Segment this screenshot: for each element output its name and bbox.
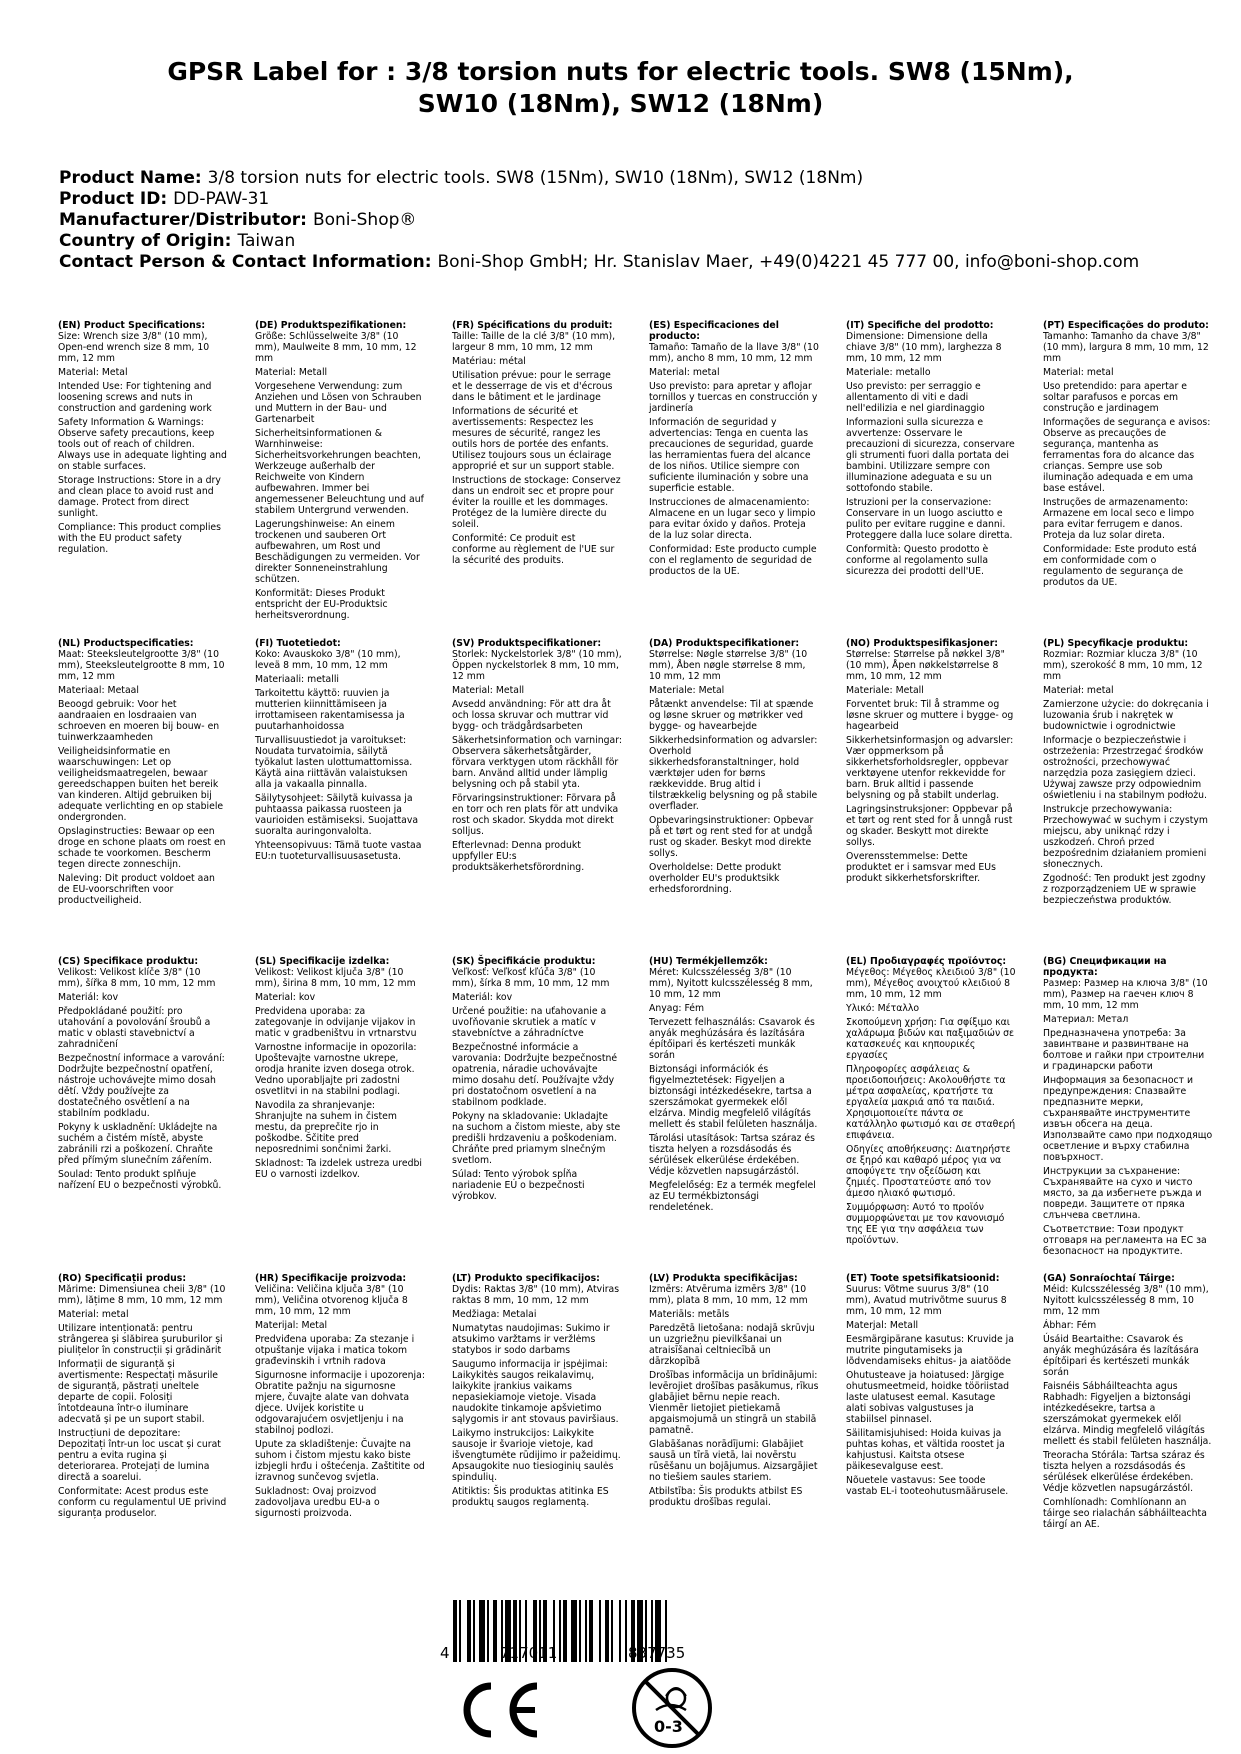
product-id-row	[59, 189, 1199, 210]
lang-paragraph: Safety Information & Warnings: Observe safety precautions, keep tools out of reach of children. Always use in adequate lighting and on stable surfaces.	[58, 417, 227, 472]
lang-paragraph: Koko: Avauskoko 3/8" (10 mm), leveä 8 mm, 10 mm, 12 mm	[255, 649, 401, 671]
lang-paragraph: Navodila za shranjevanje: Shranjujte na suhem in čistem mestu, da preprečite rjo in poškodbe. Ščitite pred neposrednimi sončnimi žarki.	[255, 1100, 397, 1155]
lang-header: (LT) Produkto specifikacijos:	[452, 1273, 600, 1284]
lang-paragraph: Opslaginstructies: Bewaar op een droge en schone plaats om roest en schade te voorkomen. Bescherm tegen directe zonneschijn.	[58, 826, 226, 870]
lang-paragraph: Påtænkt anvendelse: Til at spænde og løsne skruer og møtrikker ved bygge- og havearbejde	[649, 699, 814, 732]
lang-paragraph: Μέγεθος: Μέγεθος κλειδιού 3/8" (10 mm), Μέγεθος ανοιχτού κλειδιού 8 mm, 10 mm, 12 mm	[846, 967, 1016, 1000]
lang-header: (DA) Produktspecifikationer:	[649, 638, 800, 649]
lang-paragraph: Uso previsto: per serraggio e allentamento di viti e dadi nell'edilizia e nel giardinaggio	[846, 381, 985, 414]
lang-paragraph: Úsáid Beartaithe: Csavarok és anyák meghúzására és lazítására építőipari és kertészeti munkák során	[1043, 1334, 1199, 1378]
age-label: 0-3	[654, 1717, 683, 1736]
lang-paragraph: Säkerhetsinformation och varningar: Observera säkerhetsåtgärder, förvara verktygen utom räckhåll för barn. Använd alltid under lämplig belysning och på stabil yta.	[452, 735, 623, 790]
contact-value: Boni-Shop GmbH; Hr. Stanislav Maer, +49(0)4221 45 777 00, info@boni-shop.com	[437, 252, 1140, 272]
lang-header: (FR) Spécifications du produit:	[452, 320, 613, 331]
lang-header: (CS) Specifikace produktu:	[58, 956, 199, 967]
lang-block-pt	[1043, 320, 1213, 591]
lang-block-sk	[452, 956, 622, 1205]
lang-paragraph: Atitiktis: Šis produktas atitinka ES produktų saugos reglamentą.	[452, 1486, 609, 1508]
barcode-left-group: 717011	[500, 1644, 558, 1662]
contact-row	[59, 252, 1199, 273]
lang-paragraph: Materiale: metallo	[846, 367, 931, 378]
lang-header: (SL) Specifikacije izdelka:	[255, 956, 390, 967]
lang-block-ro	[58, 1273, 228, 1522]
lang-paragraph: Informazioni sulla sicurezza e avvertenze: Osservare le precauzioni di sicurezza, conservare gli strumenti fuori dalla portata dei bambini. Utilizzare sempre con illuminazione adeguata e su un sottofondo stabile.	[846, 417, 1015, 494]
lang-paragraph: Pokyny na skladovanie: Ukladajte na suchom a čistom mieste, aby ste predišli hrdzaveniu a poškodeniam. Chráňte pred priamym slnečným svetlom.	[452, 1111, 621, 1166]
lang-paragraph: Atbilstība: Šis produkts atbilst ES produktu drošības regulai.	[649, 1486, 803, 1508]
lang-paragraph: Megfelelőség: Ez a termék megfelel az EU termékbiztonsági rendeletének.	[649, 1180, 816, 1213]
lang-paragraph: Lagringsinstruksjoner: Oppbevar på et tørt og rent sted for å unngå rust og skader. Beskytt mot direkte sollys.	[846, 804, 1013, 848]
barcode-bar	[563, 1600, 567, 1662]
barcode-bar	[493, 1600, 497, 1662]
ce-mark-icon	[455, 1680, 545, 1740]
lang-block-lt	[452, 1273, 622, 1511]
lang-paragraph: Overholdelse: Dette produkt overholder EU's produktsikk erhedsforordning.	[649, 862, 782, 895]
lang-paragraph: Dydis: Raktas 3/8" (10 mm), Atviras raktas 8 mm, 10 mm, 12 mm	[452, 1284, 620, 1306]
lang-header: (DE) Produktspezifikationen:	[255, 320, 407, 331]
lang-paragraph: Utilisation prévue: pour le serrage et le desserrage de vis et d'écrous dans le bâtiment et le jardinage	[452, 370, 613, 403]
lang-paragraph: Predvidena uporaba: za zategovanje in odvijanje vijakov in matic v gradbeništvu in vrtnarstvu	[255, 1006, 417, 1039]
lang-paragraph: Πληροφορίες ασφάλειας & προειδοποιήσεις: Ακολουθήστε τα μέτρα ασφαλείας, κρατήστε τα εργαλεία μακριά από τα παιδιά. Χρησιμοποιείτε πάντα σε κατάλληλο φωτισμό και σε σταθερή επιφάνεια.	[846, 1064, 1016, 1141]
lang-paragraph: Informacje o bezpieczeństwie i ostrzeżenia: Przestrzegać środków ostrożności, przechowywać narzędzia poza zasięgiem dzieci. Używaj zawsze przy odpowiednim oświetleniu i na stabilnym podłożu.	[1043, 735, 1207, 801]
lang-block-bg	[1043, 956, 1213, 1260]
lang-paragraph: Medžiaga: Metalai	[452, 1309, 537, 1320]
lang-paragraph: Eesmärgipärane kasutus: Kruvide ja mutrite pingutamiseks ja lõdvendamiseks ehitus- ja aiatööde	[846, 1334, 1014, 1367]
lang-paragraph: Mărime: Dimensiunea cheii 3/8" (10 mm), lățime 8 mm, 10 mm, 12 mm	[58, 1284, 226, 1306]
lang-paragraph: Conformidade: Este produto está em conformidade com o regulamento de segurança de produtos da UE.	[1043, 544, 1197, 588]
lang-header: (LV) Produkta specifikācijas:	[649, 1273, 798, 1284]
lang-paragraph: Material: metal	[1043, 367, 1114, 378]
lang-paragraph: Tamanho: Tamanho da chave 3/8" (10 mm), largura 8 mm, 10 mm, 12 mm	[1043, 331, 1209, 364]
lang-paragraph: Glabāšanas norādījumi: Glabājiet sausā un tīrā vietā, lai novērstu rūsēšanu un bojājumus. Aizsargājiet no tiešiem saules stariem.	[649, 1439, 818, 1483]
lang-paragraph: Maat: Steeksleutelgrootte 3/8" (10 mm), Steeksleutelgrootte 8 mm, 10 mm, 12 mm	[58, 649, 225, 682]
lang-paragraph: Taille: Taille de la clé 3/8" (10 mm), largeur 8 mm, 10 mm, 12 mm	[452, 331, 616, 353]
lang-paragraph: Anyag: Fém	[649, 1003, 705, 1014]
barcode-bar	[605, 1600, 609, 1662]
lang-paragraph: Soulad: Tento produkt splňuje nařízení EU o bezpečnosti výrobků.	[58, 1169, 222, 1191]
lang-paragraph: Instrukcje przechowywania: Przechowywać w suchym i czystym miejscu, aby uniknąć rdzy i uszkodzeń. Chroń przed bezpośrednim działaniem promieni słonecznych.	[1043, 804, 1208, 870]
lang-paragraph: Σκοπούμενη χρήση: Για σφίξιμο και χαλάρωμα βιδών και παξιμαδιών σε κατασκευές και κηπουρικές εργασίες	[846, 1017, 1015, 1061]
lang-block-sl	[255, 956, 425, 1183]
lang-paragraph: Comhlíonadh: Comhlíonann an táirge seo rialachán sábháilteachta táirgí an AE.	[1043, 1497, 1207, 1530]
lang-paragraph: Biztonsági információk és figyelmeztetések: Figyeljen a biztonsági intézkedésekre, tartsa a szerszámokat gyermekek elől elzárva. Mindig megfelelő világítás mellett és stabil felületen használja.	[649, 1064, 818, 1130]
lang-paragraph: Předpokládané použití: pro utahování a povolování šroubů a matic v oblasti stavebnictví a zahradničení	[58, 1006, 211, 1050]
barcode-bar	[473, 1600, 475, 1662]
barcode-bar	[625, 1600, 627, 1662]
lang-paragraph: Materjal: Metall	[846, 1320, 919, 1331]
lang-paragraph: Υλικό: Μέταλλο	[846, 1003, 920, 1014]
lang-paragraph: Storage Instructions: Store in a dry and clean place to avoid rust and damage. Protect from direct sunlight.	[58, 475, 221, 519]
lang-header: (EN) Product Specifications:	[58, 320, 206, 331]
lang-paragraph: Tárolási utasítások: Tartsa száraz és tiszta helyen a rozsdásodás és sérülések elkerülése érdekében. Védje közvetlen napsugárzástól.	[649, 1133, 815, 1177]
lang-paragraph: Faisnéis Sábháilteachta agus Rabhadh: Figyeljen a biztonsági intézkedésekre, tartsa a szerszámokat gyermekek elől elzárva. Mindig megfelelő világítás mellett és stabil felületen használja.	[1043, 1381, 1212, 1447]
lang-paragraph: Konformität: Dieses Produkt entspricht der EU-Produktsic herheitsverordnung.	[255, 588, 388, 621]
lang-paragraph: Material: Metall	[255, 367, 328, 378]
lang-paragraph: Drošības informācija un brīdinājumi: levērojiet drošības pasākumus, rīkus glabājiet bērnu nepie reach. Vienmēr lietojiet pietiekamā apgaismojumā un stingrā un stabilā pamatnē.	[649, 1370, 819, 1436]
lang-paragraph: Conformitate: Acest produs este conform cu regulamentul UE privind siguranța produselor.	[58, 1486, 227, 1519]
barcode-first-digit: 4	[440, 1644, 450, 1662]
barcode-bar	[559, 1600, 561, 1662]
lang-paragraph: Съответствие: Този продукт отговаря на регламента на ЕС за безопасност на продуктите.	[1043, 1224, 1207, 1257]
barcode	[445, 1600, 745, 1674]
lang-paragraph: Tervezett felhasználás: Csavarok és anyák meghúzására és lazítására építőipari és kertészeti munkák során	[649, 1017, 815, 1061]
product-name-label: Product Name:	[59, 168, 202, 188]
barcode-bar	[467, 1600, 471, 1662]
lang-paragraph: Instrucțiuni de depozitare: Depozitați într-un loc uscat și curat pentru a evita rugina și deteriorarea. Protejați de lumina directă a soarelui.	[58, 1428, 221, 1483]
lang-header: (GA) Sonraíochtaí Táirge:	[1043, 1273, 1175, 1284]
lang-block-hu	[649, 956, 819, 1216]
lang-paragraph: Lagerungshinweise: An einem trockenen und sauberen Ort aufbewahren, um Rost und Beschädigungen zu vermeiden. Vor direkter Sonneneinstrahlung schützen.	[255, 519, 420, 585]
lang-header: (HR) Specifikacije proizvoda:	[255, 1273, 407, 1284]
lang-paragraph: Pokyny k uskladnění: Ukládejte na suchém a čistém místě, abyste zabránili rzi a poškození. Chraňte před přímým slunečním zářením.	[58, 1122, 218, 1166]
lang-paragraph: Uso pretendido: para apertar e soltar parafusos e porcas em construção e jardinagem	[1043, 381, 1188, 414]
lang-paragraph: Zamierzone użycie: do dokręcania i luzowania śrub i nakrętek w budownictwie i ogrodnictwie	[1043, 699, 1209, 732]
age-warning-icon	[630, 1666, 714, 1750]
lang-paragraph: Numatytas naudojimas: Sukimo ir atsukimo varžtams ir veržlėms statybos ir sodo darbams	[452, 1323, 610, 1356]
lang-paragraph: Saugumo informacija ir įspėjimai: Laikykitės saugos reikalavimų, laikykite įrankius vaikams nepasiekiamoje vietoje. Visada naudokite tinkamoje apšvietimo sąlygomis ir ant stovaus paviršiaus.	[452, 1359, 619, 1425]
lang-paragraph: Rozmiar: Rozmiar klucza 3/8" (10 mm), szerokość 8 mm, 10 mm, 12 mm	[1043, 649, 1203, 682]
lang-paragraph: Ábhar: Fém	[1043, 1320, 1097, 1331]
lang-block-hr	[255, 1273, 425, 1522]
lang-paragraph: Naleving: Dit product voldoet aan de EU-voorschriften voor productveiligheid.	[58, 873, 215, 906]
manufacturer-value: Boni-Shop®	[312, 210, 417, 230]
lang-paragraph: Größe: Schlüsselweite 3/8" (10 mm), Maulweite 8 mm, 10 mm, 12 mm	[255, 331, 417, 364]
lang-header: (EL) Προδιαγραφές προϊόντος:	[846, 956, 1007, 967]
barcode-bar	[619, 1600, 621, 1662]
lang-paragraph: Συμμόρφωση: Αυτό το προϊόν συμμορφώνεται με τον κανονισμό της ΕΕ για την ασφάλεια των προϊόντων.	[846, 1202, 1005, 1246]
barcode-bar	[585, 1600, 587, 1662]
barcode-bar	[579, 1600, 581, 1662]
lang-paragraph: Material: metal	[58, 1309, 129, 1320]
lang-paragraph: Forventet bruk: Til å stramme og løsne skruer og muttere i bygge- og hagearbeid	[846, 699, 1014, 732]
lang-paragraph: Conformidad: Este producto cumple con el reglamento de seguridad de productos de la UE.	[649, 544, 817, 577]
lang-paragraph: Veľkosť: Veľkosť kľúča 3/8" (10 mm), šírka 8 mm, 10 mm, 12 mm	[452, 967, 610, 989]
lang-paragraph: Material: Metall	[452, 685, 525, 696]
lang-block-el	[846, 956, 1016, 1249]
lang-paragraph: Méret: Kulcsszélesség 3/8" (10 mm), Nyitott kulcsszélesség 8 mm, 10 mm, 12 mm	[649, 967, 813, 1000]
lang-block-ga	[1043, 1273, 1213, 1533]
lang-paragraph: Materiale: Metall	[846, 685, 924, 696]
lang-block-sv	[452, 638, 622, 876]
lang-paragraph: Yhteensopivuus: Tämä tuote vastaa EU:n tuoteturvallisuusasetusta.	[255, 840, 422, 862]
barcode-right-group: 837735	[628, 1644, 686, 1662]
lang-paragraph: Información de seguridad y advertencias: Tenga en cuenta las precauciones de seguridad, guarde las herramientas fuera del alcance de los niños. Utilice siempre con suficiente iluminación y sobre una superficie estable.	[649, 417, 814, 494]
lang-paragraph: Treoracha Stórála: Tartsa száraz és tiszta helyen a rozsdásodás és sérülések elkerülése érdekében. Védje közvetlen napsugárzástól.	[1043, 1450, 1205, 1494]
lang-paragraph: Matériau: métal	[452, 356, 526, 367]
lang-paragraph: Súlad: Tento výrobok spĺňa nariadenie EÚ o bezpečnosti výrobkov.	[452, 1169, 585, 1202]
lang-paragraph: Instructions de stockage: Conservez dans un endroit sec et propre pour éviter la rouille et les dommages. Protégez de la lumière directe du soleil.	[452, 475, 621, 530]
lang-block-it	[846, 320, 1016, 580]
lang-paragraph: Compliance: This product complies with the EU product safety regulation.	[58, 522, 221, 555]
lang-paragraph: Tamaño: Tamaño de la llave 3/8" (10 mm), ancho 8 mm, 10 mm, 12 mm	[649, 342, 819, 364]
lang-paragraph: Materiaali: metalli	[255, 674, 340, 685]
lang-block-fi	[255, 638, 425, 865]
lang-paragraph: Informações de segurança e avisos: Observe as precauções de segurança, mantenha as ferramentas fora do alcance das crianças. Sempre use sob iluminação adequada e em uma base estável.	[1043, 417, 1211, 494]
country-label: Country of Origin:	[59, 231, 232, 251]
lang-block-lv	[649, 1273, 819, 1511]
lang-paragraph: Beoogd gebruik: Voor het aandraaien en losdraaien van schroeven en moeren bij bouw- en tuinwerkzaamheden	[58, 699, 220, 743]
lang-paragraph: Размер: Размер на ключа 3/8" (10 mm), Размер на гаечен ключ 8 mm, 10 mm, 12 mm	[1043, 978, 1208, 1011]
lang-paragraph: Förvaringsinstruktioner: Förvara på en torr och ren plats för att undvika rost och skador. Skydda mot direkt solljus.	[452, 793, 619, 837]
lang-block-es	[649, 320, 819, 580]
lang-header: (ES) Especificaciones del producto:	[649, 320, 779, 342]
lang-header: (SV) Produktspecifikationer:	[452, 638, 602, 649]
lang-paragraph: Utilizare intenționată: pentru strângerea și slăbirea șuruburilor și piulițelor în construcții și grădinărit	[58, 1323, 223, 1356]
lang-paragraph: Materiaal: Metaal	[58, 685, 139, 696]
contact-label: Contact Person & Contact Information:	[59, 252, 432, 272]
lang-paragraph: Säilytysohjeet: Säilytä kuivassa ja puhtaassa paikassa ruosteen ja vaurioiden estämiseksi. Suojattava suoralta auringonvalolta.	[255, 793, 419, 837]
lang-block-fr	[452, 320, 622, 569]
lang-paragraph: Οδηγίες αποθήκευσης: Διατηρήστε σε ξηρό και καθαρό μέρος για να αποφύγετε την οξείδωση και ζημιές. Προστατεύστε από τον άμεσο ηλιακό φωτισμό.	[846, 1144, 1011, 1199]
lang-header: (HU) Termékjellemzők:	[649, 956, 768, 967]
lang-header: (NL) Productspecificaties:	[58, 638, 194, 649]
lang-paragraph: Nõuetele vastavus: See toode vastab EL-i tooteohutusmäärusele.	[846, 1475, 1009, 1497]
lang-paragraph: Opbevaringsinstruktioner: Opbevar på et tørt og rent sted for at undgå rust og skader. Beskyt mod direkte sollys.	[649, 815, 814, 859]
lang-paragraph: Material: kov	[255, 992, 316, 1003]
lang-header: (IT) Specifiche del prodotto:	[846, 320, 994, 331]
lang-paragraph: Størrelse: Nøgle størrelse 3/8" (10 mm), Åben nøgle størrelse 8 mm, 10 mm, 12 mm	[649, 649, 808, 682]
lang-paragraph: Méid: Kulcsszélesség 3/8" (10 mm), Nyitott kulcsszélesség 8 mm, 10 mm, 12 mm	[1043, 1284, 1209, 1317]
lang-paragraph: Предназначена употреба: За завинтване и развинтване на болтове и гайки при строителни и градинарски работи	[1043, 1028, 1205, 1072]
barcode-bar	[599, 1600, 601, 1662]
lang-paragraph: Varnostne informacije in opozorila: Upoštevajte varnostne ukrepe, orodja hranite izven dosega otrok. Vedno uporabljajte pri zadostni osvetlitvi in na stabilni podlagi.	[255, 1042, 417, 1097]
lang-paragraph: Størrelse: Størrelse på nøkkel 3/8" (10 mm), Åpen nøkkelstørrelse 8 mm, 10 mm, 12 mm	[846, 649, 1005, 682]
manufacturer-row	[59, 210, 1199, 231]
lang-paragraph: Zgodność: Ten produkt jest zgodny z rozporządzeniem UE w sprawie bezpieczeństwa produktów.	[1043, 873, 1206, 906]
lang-paragraph: Laikymo instrukcijos: Laikykite sausoje ir švarioje vietoje, kad išvengtumėte rūdijimo ir pažeidimų. Apsaugokite nuo tiesioginių saulės spindulių.	[452, 1428, 621, 1483]
lang-header: (SK) Špecifikácie produktu:	[452, 956, 596, 967]
lang-paragraph: Instrucciones de almacenamiento: Almacene en un lugar seco y limpio para evitar óxido y daños. Proteja de la luz solar directa.	[649, 497, 816, 541]
lang-paragraph: Uso previsto: para apretar y aflojar tornillos y tuercas en construcción y jardinería	[649, 381, 818, 414]
barcode-bar	[459, 1600, 461, 1662]
lang-block-de	[255, 320, 425, 624]
lang-paragraph: Bezpečnostné informácie a varovania: Dodržujte bezpečnostné opatrenia, náradie uchovávajte mimo dosahu detí. Používajte vždy pri dostatočnom osvetlení a na stabilnom podklade.	[452, 1042, 618, 1108]
lang-paragraph: Säilitamisjuhised: Hoida kuivas ja puhtas kohas, et vältida roostet ja kahjustusi. Kaitsta otsese päikesevalguse eest.	[846, 1428, 1005, 1472]
barcode-bars	[445, 1600, 745, 1674]
barcode-bar	[479, 1600, 485, 1662]
lang-paragraph: Velikost: Velikost klíče 3/8" (10 mm), šířka 8 mm, 10 mm, 12 mm	[58, 967, 216, 989]
lang-block-et	[846, 1273, 1016, 1500]
lang-paragraph: Paredzētā lietošana: nodajā skrūvju un uzgriežņu pievilkšanai un atraisīšanai celtniecībā un dārzkopībā	[649, 1323, 815, 1367]
lang-paragraph: Izmērs: Atvēruma izmērs 3/8" (10 mm), plata 8 mm, 10 mm, 12 mm	[649, 1284, 808, 1306]
lang-paragraph: Sikkerhetsinformasjon og advarsler: Vær oppmerksom på sikkerhetsforholdsregler, oppbevar verktøyene utenfor rekkevidde for barn. Bruk alltid i passende belysning og på stabilt underlag.	[846, 735, 1014, 801]
lang-block-da	[649, 638, 819, 898]
lang-paragraph: Avsedd användning: För att dra åt och lossa skruvar och muttrar vid bygg- och trädgårdsarbeten	[452, 699, 611, 732]
lang-paragraph: Informations de sécurité et avertissements: Respectez les mesures de sécurité, rangez les outils hors de portée des enfants. Utilisez toujours sous un éclairage approprié et sur un support stable.	[452, 406, 615, 472]
product-name-row	[59, 168, 1199, 189]
lang-block-no	[846, 638, 1016, 887]
lang-paragraph: Materiale: Metal	[649, 685, 725, 696]
lang-paragraph: Velikost: Velikost ključa 3/8" (10 mm), širina 8 mm, 10 mm, 12 mm	[255, 967, 416, 989]
lang-paragraph: Upute za skladištenje: Čuvajte na suhom i čistom mjestu kako biste izbjegli hrđu i oštećenja. Zaštitite od izravnog sunčevog svjetla.	[255, 1439, 425, 1483]
lang-paragraph: Veličina: Veličina ključa 3/8" (10 mm), Veličina otvorenog ključa 8 mm, 10 mm, 12 mm	[255, 1284, 408, 1317]
barcode-bar	[589, 1600, 593, 1662]
title-line-2: SW10 (18Nm), SW12 (18Nm)	[417, 89, 824, 118]
product-name-value: 3/8 torsion nuts for electric tools. SW8 (15Nm), SW10 (18Nm), SW12 (18Nm)	[207, 168, 864, 188]
page-title	[0, 56, 1241, 120]
lang-paragraph: Dimensione: Dimensione della chiave 3/8" (10 mm), larghezza 8 mm, 10 mm, 12 mm	[846, 331, 1002, 364]
lang-paragraph: Инструкции за съхранение: Съхранявайте на сухо и чисто място, за да избегнете ръжда и повреди. Защитете от пряка слънчева светлина.	[1043, 1166, 1202, 1221]
lang-paragraph: Ohutusteave ja hoiatused: Järgige ohutusmeetmeid, hoidke tööriistad laste ulatusest eemal. Kasutage alati sobivas valgustuses ja stabiilsel pinnasel.	[846, 1370, 1010, 1425]
lang-header: (PT) Especificações do produto:	[1043, 320, 1209, 331]
manufacturer-label: Manufacturer/Distributor:	[59, 210, 307, 230]
lang-paragraph: Skladnost: Ta izdelek ustreza uredbi EU o varnosti izdelkov.	[255, 1158, 423, 1180]
lang-paragraph: Istruzioni per la conservazione: Conservare in un luogo asciutto e pulito per evitare ruggine e danni. Proteggere dalla luce solare diretta.	[846, 497, 1013, 541]
lang-paragraph: Určené použitie: na uťahovanie a uvoľňovanie skrutiek a matíc v stavebníctve a záhradníctve	[452, 1006, 607, 1039]
lang-paragraph: Material: Metal	[58, 367, 128, 378]
barcode-bar	[571, 1600, 577, 1662]
lang-paragraph: Sikkerhedsinformation og advarsler: Overhold sikkerhedsforanstaltninger, hold værktøjer uden for børns rækkevidde. Brug altid i tilstrækkelig belysning og på stabile overflader.	[649, 735, 818, 812]
title-line-1: GPSR Label for : 3/8 torsion nuts for electric tools. SW8 (15Nm),	[167, 57, 1074, 86]
lang-paragraph: Storlek: Nyckelstorlek 3/8" (10 mm), Öppen nyckelstorlek 8 mm, 10 mm, 12 mm	[452, 649, 622, 682]
lang-paragraph: Материал: Метал	[1043, 1014, 1129, 1025]
lang-block-en	[58, 320, 228, 558]
product-id-label: Product ID:	[59, 189, 168, 209]
lang-header: (RO) Specificații produs:	[58, 1273, 187, 1284]
barcode-bar	[453, 1600, 457, 1662]
lang-paragraph: Materijal: Metal	[255, 1320, 328, 1331]
lang-block-cs	[58, 956, 228, 1194]
country-row	[59, 231, 1199, 252]
lang-paragraph: Veiligheidsinformatie en waarschuwingen: Let op veiligheidsmaatregelen, bewaar gereedschappen buiten het bereik van kinderen. Altijd gebruiken bij adequate verlichting en op stabiele ondergronden.	[58, 746, 224, 823]
lang-paragraph: Bezpečnostní informace a varování: Dodržujte bezpečnostní opatření, nástroje uchovávejte mimo dosah dětí. Vždy používejte za dostatečného osvětlení a na stabilním podkladu.	[58, 1053, 225, 1119]
lang-paragraph: Materiál: kov	[452, 992, 513, 1003]
lang-header: (NO) Produktspesifikasjoner:	[846, 638, 999, 649]
lang-header: (BG) Спецификации на продукта:	[1043, 956, 1167, 978]
lang-paragraph: Conformità: Questo prodotto è conforme al regolamento sulla sicurezza dei prodotti dell'UE.	[846, 544, 989, 577]
lang-paragraph: Efterlevnad: Denna produkt uppfyller EU:s produktsäkerhetsförordning.	[452, 840, 585, 873]
lang-block-pl	[1043, 638, 1213, 909]
lang-paragraph: Materiāls: metāls	[649, 1309, 730, 1320]
lang-paragraph: Predviđena uporaba: Za stezanje i otpuštanje vijaka i matica tokom građevinskih i vrtnih radova	[255, 1334, 415, 1367]
lang-paragraph: Информация за безопасност и предупреждения: Спазвайте предпазните мерки, съхранявайте инструментите извън обсега на деца. Използвайте само при подходящо осветление и върху стабилна повърхност.	[1043, 1075, 1213, 1163]
lang-block-nl	[58, 638, 228, 909]
lang-paragraph: Overensstemmelse: Dette produktet er i samsvar med EUs produkt sikkerhetsforskrifter.	[846, 851, 996, 884]
lang-header: (ET) Toote spetsifikatsioonid:	[846, 1273, 1000, 1284]
lang-paragraph: Conformité: Ce produit est conforme au règlement de l'UE sur la sécurité des produits.	[452, 533, 615, 566]
lang-paragraph: Turvallisuustiedot ja varoitukset: Noudata turvatoimia, säilytä työkalut lasten ulottumattomissa. Käytä aina riittävän valaistuksen alla ja vakaalla pinnalla.	[255, 735, 413, 790]
lang-paragraph: Materiál: kov	[58, 992, 119, 1003]
lang-header: (PL) Specyfikacje produktu:	[1043, 638, 1189, 649]
lang-paragraph: Sukladnost: Ovaj proizvod zadovoljava uredbu EU-a o sigurnosti proizvoda.	[255, 1486, 380, 1519]
product-id-value: DD-PAW-31	[173, 189, 270, 209]
country-value: Taiwan	[237, 231, 296, 251]
lang-paragraph: Size: Wrench size 3/8" (10 mm), Open-end wrench size 8 mm, 10 mm, 12 mm	[58, 331, 210, 364]
lang-paragraph: Informații de siguranță și avertismente: Respectați măsurile de siguranță, păstrați uneltele departe de copii. Folosiți întotdeauna într-o iluminare adecvată și pe un suport stabil.	[58, 1359, 218, 1425]
lang-paragraph: Intended Use: For tightening and loosening screws and nuts in construction and gardening work	[58, 381, 212, 414]
lang-paragraph: Sicherheitsinformationen & Warnhinweise: Sicherheitsvorkehrungen beachten, Werkzeuge außerhalb der Reichweite von Kindern aufbewahren. Immer bei angemessener Beleuchtung und auf stabilem Untergrund verwenden.	[255, 428, 424, 516]
lang-paragraph: Instruções de armazenamento: Armazene em local seco e limpo para evitar ferrugem e danos. Proteja da luz solar direta.	[1043, 497, 1195, 541]
lang-paragraph: Sigurnosne informacije i upozorenja: Obratite pažnju na sigurnosne mjere, čuvajte alate van dohvata djece. Uvijek koristite u odgovarajućem osvjetljenju i na stabilnoj podlozi.	[255, 1370, 425, 1436]
lang-paragraph: Material: metal	[649, 367, 720, 378]
lang-header: (FI) Tuotetiedot:	[255, 638, 341, 649]
product-info	[59, 168, 1199, 273]
lang-paragraph: Tarkoitettu käyttö: ruuvien ja mutterien kiinnittämiseen ja irrottamiseen rakentamisessa ja puutarhanhoidossa	[255, 688, 405, 732]
barcode-bar	[487, 1600, 489, 1662]
lang-paragraph: Vorgesehene Verwendung: zum Anziehen und Lösen von Schrauben und Muttern in der Bau- und Gartenarbeit	[255, 381, 422, 425]
barcode-bar	[611, 1600, 613, 1662]
lang-paragraph: Suurus: Võtme suurus 3/8" (10 mm), Avatud mutrivõtme suurus 8 mm, 10 mm, 12 mm	[846, 1284, 1007, 1317]
lang-paragraph: Materiał: metal	[1043, 685, 1114, 696]
